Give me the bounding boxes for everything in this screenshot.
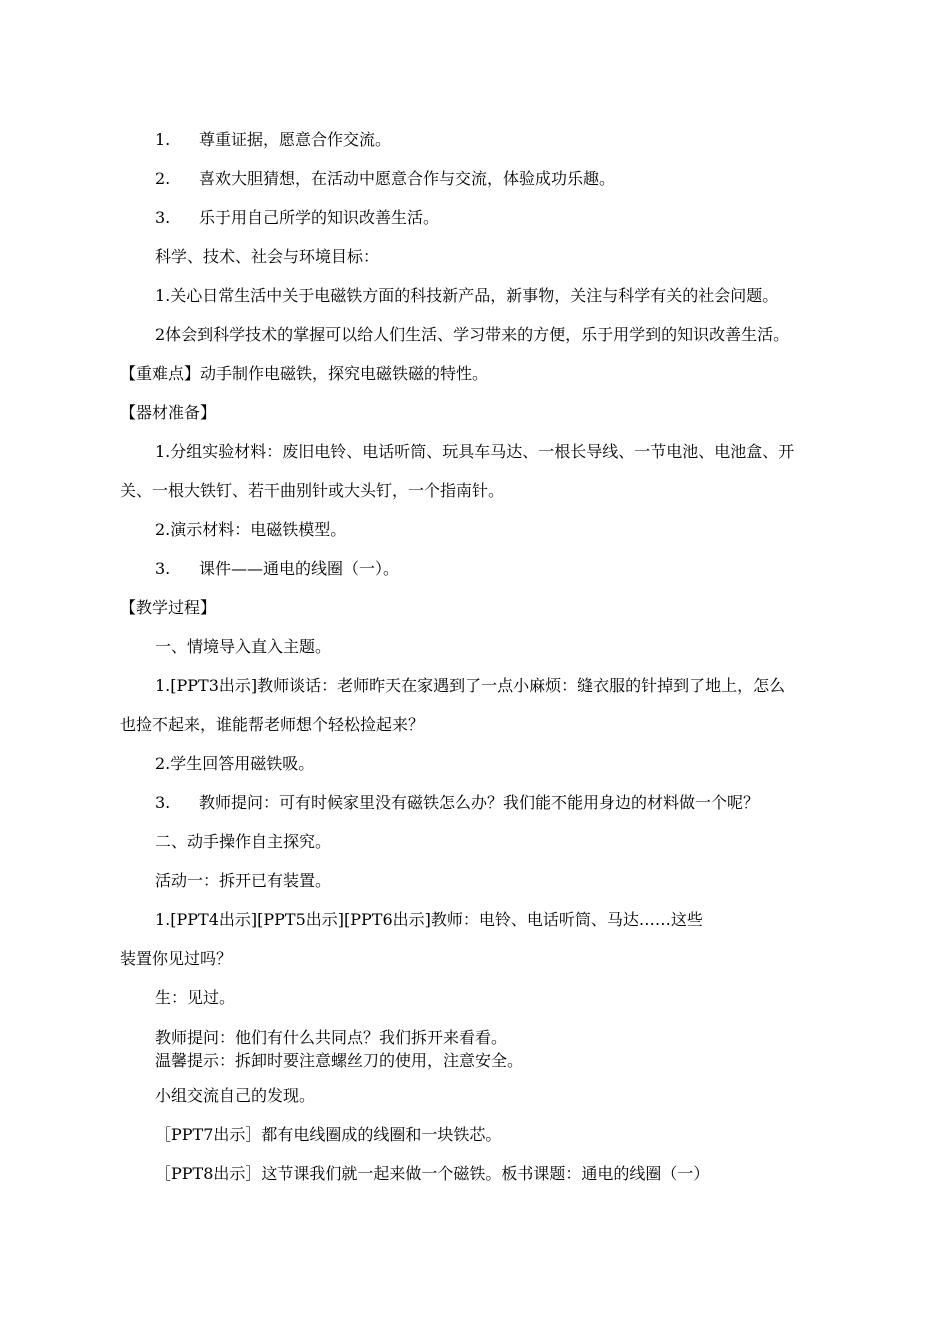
materials-item-1-cont: 关、一根大铁钉、若干曲别针或大头钉，一个指南针。 <box>120 481 505 500</box>
activity-one-step-1: 1.[PPT4出示][PPT5出示][PPT6出示]教师：电铃、电话听筒、马达……这些 <box>155 910 703 929</box>
list-number: 3. <box>155 559 171 578</box>
student-answer: 生：见过。 <box>155 988 236 1007</box>
list-text: 乐于用自己所学的知识改善生活。 <box>199 208 440 227</box>
part-two-heading: 二、动手操作自主探究。 <box>155 832 332 851</box>
part-one-step-3 <box>155 793 759 813</box>
emotion-goal-2 <box>155 169 615 189</box>
list-text: 喜欢大胆猜想，在活动中愿意合作与交流，体验成功乐趣。 <box>199 169 616 188</box>
stse-goal-2: 2体会到科学技术的掌握可以给人们生活、学习带来的方便，乐于用学到的知识改善生活。 <box>155 325 790 344</box>
list-number: 2. <box>155 169 171 188</box>
group-discussion: 小组交流自己的发现。 <box>155 1086 316 1105</box>
materials-item-3 <box>155 559 399 579</box>
materials-heading: 【器材准备】 <box>120 403 217 422</box>
process-heading: 【教学过程】 <box>120 598 217 617</box>
teacher-question: 教师提问：他们有什么共同点？我们拆开来看看。 <box>155 1028 508 1047</box>
emotion-goal-1 <box>155 130 391 150</box>
ppt8-note: ［PPT8出示］这节课我们就一起来做一个磁铁。板书课题：通电的线圈（一） <box>155 1164 710 1183</box>
materials-item-2: 2.演示材料：电磁铁模型。 <box>155 520 347 539</box>
list-number: 1. <box>155 130 171 149</box>
list-text: 尊重证据，愿意合作交流。 <box>199 130 392 149</box>
list-text: 课件——通电的线圈（一）。 <box>199 559 400 578</box>
list-number: 3. <box>155 793 171 812</box>
stse-goal-1: 1.关心日常生活中关于电磁铁方面的科技新产品，新事物，关注与科学有关的社会问题。 <box>155 286 779 305</box>
emotion-goal-3 <box>155 208 439 228</box>
materials-item-1: 1.分组实验材料：废旧电铃、电话听筒、玩具车马达、一根长导线、一节电池、电池盒、开 <box>155 442 795 461</box>
activity-one-step-1-cont: 装置你见过吗？ <box>120 949 233 968</box>
ppt7-note: ［PPT7出示］都有电线圈成的线圈和一块铁芯。 <box>155 1125 502 1144</box>
stse-goal-heading: 科学、技术、社会与环境目标： <box>155 247 380 266</box>
key-points-section: 【重难点】动手制作电磁铁，探究电磁铁磁的特性。 <box>120 364 489 383</box>
part-one-heading: 一、情境导入直入主题。 <box>155 637 332 656</box>
part-one-step-2: 2.学生回答用磁铁吸。 <box>155 754 315 773</box>
list-text: 教师提问：可有时候家里没有磁铁怎么办？我们能不能用身边的材料做一个呢？ <box>199 793 760 812</box>
activity-one-heading: 活动一：拆开已有装置。 <box>155 871 332 890</box>
part-one-step-1: 1.[PPT3出示]教师谈话：老师昨天在家遇到了一点小麻烦：缝衣服的针掉到了地上，怎么 <box>155 676 786 695</box>
part-one-step-1-cont: 也捡不起来，谁能帮老师想个轻松捡起来？ <box>120 715 425 734</box>
safety-tip: 温馨提示：拆卸时要注意螺丝刀的使用，注意安全。 <box>155 1051 524 1070</box>
list-number: 3. <box>155 208 171 227</box>
